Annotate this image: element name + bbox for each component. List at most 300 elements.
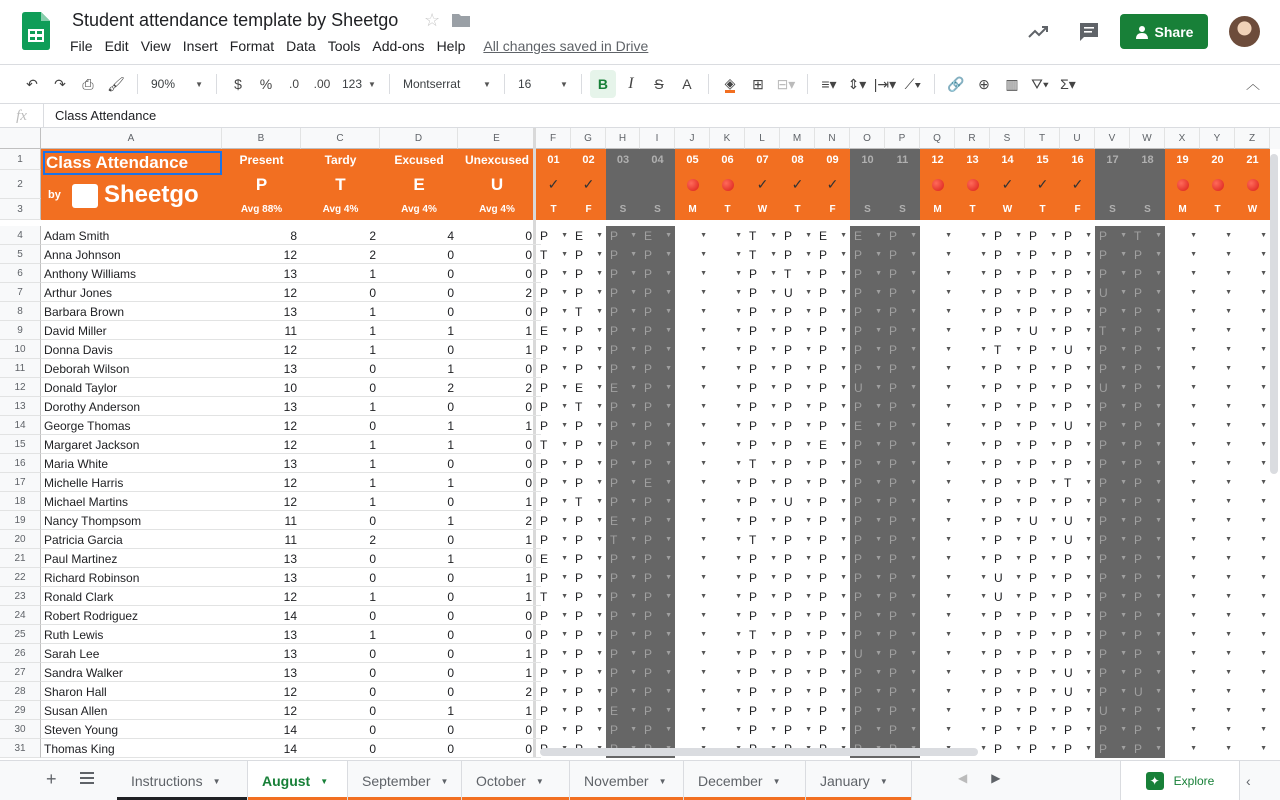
class-attendance-title[interactable]: Class Attendance [43, 151, 222, 175]
attendance-dropdown[interactable] [850, 416, 885, 435]
attendance-dropdown[interactable] [1165, 606, 1200, 625]
attendance-dropdown[interactable] [1060, 359, 1095, 378]
attendance-dropdown[interactable] [710, 321, 745, 340]
attendance-dropdown[interactable] [955, 530, 990, 549]
attendance-dropdown[interactable] [990, 720, 1025, 739]
attendance-dropdown[interactable] [536, 682, 571, 701]
student-name[interactable]: Adam Smith [44, 228, 110, 243]
column-header-j[interactable]: J [675, 128, 710, 149]
attendance-dropdown[interactable] [1060, 682, 1095, 701]
attendance-dropdown[interactable] [955, 644, 990, 663]
attendance-dropdown[interactable] [1235, 283, 1270, 302]
insert-comment-icon[interactable]: ⊕ [978, 75, 990, 92]
attendance-dropdown[interactable] [1130, 701, 1165, 720]
attendance-dropdown[interactable] [850, 473, 885, 492]
attendance-dropdown[interactable] [745, 340, 780, 359]
attendance-dropdown[interactable] [955, 245, 990, 264]
attendance-dropdown[interactable] [955, 701, 990, 720]
attendance-dropdown[interactable] [1130, 606, 1165, 625]
attendance-dropdown[interactable] [640, 644, 675, 663]
stat-value[interactable]: 0 [447, 608, 454, 623]
stat-value[interactable]: 12 [283, 437, 297, 452]
attendance-dropdown[interactable] [606, 340, 640, 359]
attendance-dropdown[interactable] [1200, 644, 1235, 663]
stat-value[interactable]: 4 [447, 228, 454, 243]
attendance-dropdown[interactable] [710, 397, 745, 416]
attendance-dropdown[interactable] [710, 549, 745, 568]
attendance-dropdown[interactable] [571, 245, 606, 264]
stat-value[interactable]: 1 [525, 589, 532, 604]
attendance-dropdown[interactable] [1025, 587, 1060, 606]
stat-value[interactable]: 1 [525, 418, 532, 433]
stat-value[interactable]: 0 [447, 684, 454, 699]
attendance-dropdown[interactable] [536, 644, 571, 663]
row-header[interactable]: 1 [0, 149, 41, 170]
stat-value[interactable]: 0 [369, 418, 376, 433]
attendance-dropdown[interactable] [640, 302, 675, 321]
attendance-dropdown[interactable] [885, 682, 920, 701]
menu-file[interactable]: File [70, 38, 93, 54]
comment-icon[interactable] [1077, 20, 1101, 44]
attendance-dropdown[interactable] [1165, 264, 1200, 283]
attendance-dropdown[interactable] [885, 359, 920, 378]
attendance-dropdown[interactable] [1060, 397, 1095, 416]
stat-value[interactable]: 0 [525, 722, 532, 737]
text-wrap-icon[interactable]: |⇥▾ [873, 75, 897, 92]
stat-value[interactable]: 0 [369, 684, 376, 699]
attendance-dropdown[interactable] [990, 454, 1025, 473]
attendance-dropdown[interactable] [1060, 625, 1095, 644]
attendance-dropdown[interactable] [920, 283, 955, 302]
stat-value[interactable]: 1 [525, 494, 532, 509]
attendance-dropdown[interactable] [920, 302, 955, 321]
stat-value[interactable]: 0 [525, 551, 532, 566]
attendance-dropdown[interactable] [1165, 587, 1200, 606]
attendance-dropdown[interactable] [850, 549, 885, 568]
attendance-dropdown[interactable] [571, 473, 606, 492]
stat-value[interactable]: 0 [447, 627, 454, 642]
attendance-dropdown[interactable] [571, 511, 606, 530]
attendance-dropdown[interactable] [990, 264, 1025, 283]
row-header[interactable]: 23 [0, 587, 41, 606]
attendance-dropdown[interactable] [780, 492, 815, 511]
attendance-dropdown[interactable] [536, 549, 571, 568]
stat-value[interactable]: 0 [447, 589, 454, 604]
attendance-dropdown[interactable] [571, 454, 606, 473]
attendance-dropdown[interactable] [920, 492, 955, 511]
attendance-dropdown[interactable] [1025, 340, 1060, 359]
attendance-dropdown[interactable] [990, 283, 1025, 302]
column-header-k[interactable]: K [710, 128, 745, 149]
attendance-dropdown[interactable] [850, 530, 885, 549]
attendance-dropdown[interactable] [1200, 283, 1235, 302]
attendance-dropdown[interactable] [1025, 492, 1060, 511]
attendance-dropdown[interactable] [1060, 283, 1095, 302]
attendance-dropdown[interactable] [780, 701, 815, 720]
student-name[interactable]: Dorothy Anderson [44, 399, 141, 414]
attendance-dropdown[interactable] [1095, 492, 1130, 511]
attendance-dropdown[interactable] [1165, 454, 1200, 473]
stat-value[interactable]: 12 [283, 684, 297, 699]
attendance-dropdown[interactable] [1130, 264, 1165, 283]
stat-value[interactable]: 14 [283, 608, 297, 623]
attendance-dropdown[interactable] [920, 568, 955, 587]
attendance-dropdown[interactable] [1165, 549, 1200, 568]
attendance-dropdown[interactable] [1165, 435, 1200, 454]
attendance-dropdown[interactable] [990, 340, 1025, 359]
sheets-logo-icon[interactable] [22, 12, 50, 50]
attendance-dropdown[interactable] [1165, 359, 1200, 378]
side-panel-toggle-icon[interactable]: ‹ [1246, 773, 1251, 789]
attendance-dropdown[interactable] [1130, 663, 1165, 682]
attendance-dropdown[interactable] [850, 378, 885, 397]
attendance-dropdown[interactable] [780, 302, 815, 321]
attendance-dropdown[interactable] [1095, 701, 1130, 720]
stat-value[interactable]: 8 [290, 228, 297, 243]
stat-value[interactable]: 11 [284, 532, 297, 547]
attendance-dropdown[interactable] [640, 283, 675, 302]
attendance-dropdown[interactable] [1025, 720, 1060, 739]
row-header[interactable]: 18 [0, 492, 41, 511]
attendance-dropdown[interactable] [745, 416, 780, 435]
attendance-dropdown[interactable] [850, 663, 885, 682]
attendance-dropdown[interactable] [920, 530, 955, 549]
scroll-right-icon[interactable]: ▶ [991, 771, 1001, 785]
stat-value[interactable]: 0 [525, 608, 532, 623]
attendance-dropdown[interactable] [640, 720, 675, 739]
attendance-dropdown[interactable] [745, 682, 780, 701]
decrease-decimal-button[interactable]: .0 [288, 77, 299, 91]
attendance-dropdown[interactable] [1095, 530, 1130, 549]
attendance-dropdown[interactable] [885, 245, 920, 264]
attendance-dropdown[interactable] [675, 549, 710, 568]
stat-value[interactable]: 12 [283, 494, 297, 509]
attendance-dropdown[interactable] [850, 226, 885, 245]
attendance-dropdown[interactable] [1165, 321, 1200, 340]
attendance-dropdown[interactable] [571, 435, 606, 454]
attendance-dropdown[interactable] [1130, 359, 1165, 378]
stat-value[interactable]: 0 [369, 551, 376, 566]
attendance-dropdown[interactable] [1060, 492, 1095, 511]
attendance-dropdown[interactable] [1130, 549, 1165, 568]
attendance-dropdown[interactable] [815, 644, 850, 663]
attendance-dropdown[interactable] [815, 245, 850, 264]
attendance-dropdown[interactable] [1200, 587, 1235, 606]
stat-value[interactable]: 0 [447, 570, 454, 585]
attendance-dropdown[interactable] [1200, 226, 1235, 245]
attendance-dropdown[interactable] [710, 283, 745, 302]
attendance-dropdown[interactable] [1130, 226, 1165, 245]
attendance-dropdown[interactable] [745, 625, 780, 644]
attendance-dropdown[interactable] [990, 644, 1025, 663]
attendance-dropdown[interactable] [571, 663, 606, 682]
sheet-tab-november[interactable] [570, 761, 684, 800]
attendance-dropdown[interactable] [1235, 264, 1270, 283]
attendance-dropdown[interactable] [606, 454, 640, 473]
attendance-dropdown[interactable] [1060, 378, 1095, 397]
attendance-dropdown[interactable] [571, 625, 606, 644]
stat-value[interactable]: 0 [447, 399, 454, 414]
stat-value[interactable]: 0 [447, 722, 454, 737]
attendance-dropdown[interactable] [780, 663, 815, 682]
stat-value[interactable]: 0 [525, 304, 532, 319]
attendance-dropdown[interactable] [885, 568, 920, 587]
attendance-dropdown[interactable] [536, 397, 571, 416]
column-header-b[interactable]: B [222, 128, 301, 149]
attendance-dropdown[interactable] [815, 587, 850, 606]
attendance-dropdown[interactable] [1200, 473, 1235, 492]
attendance-dropdown[interactable] [850, 511, 885, 530]
attendance-dropdown[interactable] [1025, 321, 1060, 340]
attendance-dropdown[interactable] [1095, 321, 1130, 340]
attendance-dropdown[interactable] [710, 682, 745, 701]
attendance-dropdown[interactable] [780, 435, 815, 454]
row-header[interactable]: 13 [0, 397, 41, 416]
attendance-dropdown[interactable] [536, 568, 571, 587]
attendance-dropdown[interactable] [571, 378, 606, 397]
attendance-dropdown[interactable] [606, 302, 640, 321]
attendance-dropdown[interactable] [536, 720, 571, 739]
attendance-dropdown[interactable] [606, 720, 640, 739]
attendance-dropdown[interactable] [990, 473, 1025, 492]
attendance-dropdown[interactable] [640, 416, 675, 435]
bold-button[interactable]: B [590, 70, 616, 98]
attendance-dropdown[interactable] [1095, 302, 1130, 321]
vertical-align-icon[interactable]: ⇕▾ [847, 75, 867, 92]
attendance-dropdown[interactable] [1235, 739, 1270, 758]
attendance-dropdown[interactable] [640, 321, 675, 340]
stat-value[interactable]: 0 [525, 475, 532, 490]
attendance-dropdown[interactable] [1200, 625, 1235, 644]
attendance-dropdown[interactable] [850, 435, 885, 454]
currency-format-button[interactable]: $ [234, 76, 242, 92]
attendance-dropdown[interactable] [1025, 397, 1060, 416]
attendance-dropdown[interactable] [990, 321, 1025, 340]
attendance-dropdown[interactable] [1200, 720, 1235, 739]
attendance-dropdown[interactable] [710, 359, 745, 378]
attendance-dropdown[interactable] [850, 492, 885, 511]
attendance-dropdown[interactable] [710, 492, 745, 511]
attendance-dropdown[interactable] [990, 245, 1025, 264]
attendance-dropdown[interactable] [1095, 397, 1130, 416]
attendance-dropdown[interactable] [710, 587, 745, 606]
attendance-dropdown[interactable] [640, 606, 675, 625]
align-left-icon[interactable]: ≡▾ [821, 75, 837, 92]
attendance-dropdown[interactable] [885, 226, 920, 245]
attendance-dropdown[interactable] [1200, 492, 1235, 511]
menu-tools[interactable]: Tools [327, 38, 361, 54]
attendance-dropdown[interactable] [745, 397, 780, 416]
attendance-dropdown[interactable] [675, 720, 710, 739]
attendance-dropdown[interactable] [1200, 302, 1235, 321]
stat-value[interactable]: 11 [284, 323, 297, 338]
attendance-dropdown[interactable] [1130, 454, 1165, 473]
attendance-dropdown[interactable] [1025, 644, 1060, 663]
attendance-dropdown[interactable] [675, 644, 710, 663]
attendance-dropdown[interactable] [745, 530, 780, 549]
attendance-dropdown[interactable] [710, 435, 745, 454]
attendance-dropdown[interactable] [1235, 378, 1270, 397]
attendance-dropdown[interactable] [640, 359, 675, 378]
attendance-dropdown[interactable] [1165, 226, 1200, 245]
stat-value[interactable]: 13 [283, 456, 297, 471]
attendance-dropdown[interactable] [1130, 644, 1165, 663]
attendance-dropdown[interactable] [640, 492, 675, 511]
sheet-tab-august[interactable] [248, 761, 348, 800]
attendance-dropdown[interactable] [1165, 568, 1200, 587]
attendance-dropdown[interactable] [920, 378, 955, 397]
attendance-dropdown[interactable] [745, 359, 780, 378]
stat-value[interactable]: 12 [283, 475, 297, 490]
stat-value[interactable]: 0 [525, 247, 532, 262]
user-avatar[interactable] [1229, 16, 1260, 47]
row-header[interactable]: 16 [0, 454, 41, 473]
attendance-dropdown[interactable] [1235, 549, 1270, 568]
attendance-dropdown[interactable] [955, 606, 990, 625]
attendance-dropdown[interactable] [990, 549, 1025, 568]
column-header-s[interactable]: S [990, 128, 1025, 149]
attendance-dropdown[interactable] [920, 359, 955, 378]
attendance-dropdown[interactable] [536, 378, 571, 397]
attendance-dropdown[interactable] [745, 245, 780, 264]
attendance-dropdown[interactable] [1025, 701, 1060, 720]
attendance-dropdown[interactable] [745, 511, 780, 530]
stat-value[interactable]: 12 [283, 418, 297, 433]
attendance-dropdown[interactable] [955, 359, 990, 378]
attendance-dropdown[interactable] [1060, 245, 1095, 264]
attendance-dropdown[interactable] [990, 739, 1025, 758]
row-header[interactable]: 27 [0, 663, 41, 682]
stat-value[interactable]: 2 [525, 285, 532, 300]
stat-value[interactable]: 10 [283, 380, 297, 395]
attendance-dropdown[interactable] [885, 397, 920, 416]
attendance-dropdown[interactable] [885, 378, 920, 397]
attendance-dropdown[interactable] [780, 378, 815, 397]
attendance-dropdown[interactable] [606, 549, 640, 568]
attendance-dropdown[interactable] [1130, 378, 1165, 397]
attendance-dropdown[interactable] [1235, 701, 1270, 720]
stat-value[interactable]: 2 [369, 532, 376, 547]
font-size-select[interactable] [512, 77, 574, 91]
insert-chart-icon[interactable]: ▥ [1005, 75, 1019, 92]
stat-value[interactable]: 0 [525, 437, 532, 452]
attendance-dropdown[interactable] [571, 587, 606, 606]
attendance-dropdown[interactable] [710, 454, 745, 473]
attendance-dropdown[interactable] [675, 682, 710, 701]
attendance-dropdown[interactable] [640, 511, 675, 530]
attendance-dropdown[interactable] [885, 340, 920, 359]
attendance-dropdown[interactable] [1060, 302, 1095, 321]
column-header-v[interactable]: V [1095, 128, 1130, 149]
attendance-dropdown[interactable] [885, 473, 920, 492]
student-name[interactable]: Michelle Harris [44, 475, 124, 490]
attendance-dropdown[interactable] [1200, 397, 1235, 416]
attendance-dropdown[interactable] [850, 644, 885, 663]
column-header-h[interactable]: H [606, 128, 640, 149]
column-header-c[interactable]: C [301, 128, 380, 149]
attendance-dropdown[interactable] [955, 302, 990, 321]
attendance-dropdown[interactable] [606, 606, 640, 625]
attendance-dropdown[interactable] [536, 473, 571, 492]
student-name[interactable]: Sarah Lee [44, 646, 100, 661]
student-name[interactable]: Paul Martinez [44, 551, 118, 566]
student-name[interactable]: Arthur Jones [44, 285, 113, 300]
stat-value[interactable]: 1 [525, 532, 532, 547]
attendance-dropdown[interactable] [745, 302, 780, 321]
attendance-dropdown[interactable] [1095, 625, 1130, 644]
attendance-dropdown[interactable] [1095, 511, 1130, 530]
attendance-dropdown[interactable] [1130, 302, 1165, 321]
attendance-dropdown[interactable] [606, 397, 640, 416]
row-header[interactable]: 3 [0, 199, 41, 220]
attendance-dropdown[interactable] [920, 682, 955, 701]
attendance-dropdown[interactable] [1025, 302, 1060, 321]
attendance-dropdown[interactable] [1130, 739, 1165, 758]
attendance-dropdown[interactable] [1025, 663, 1060, 682]
increase-decimal-button[interactable]: .00 [313, 77, 331, 91]
attendance-dropdown[interactable] [606, 663, 640, 682]
attendance-dropdown[interactable] [1060, 644, 1095, 663]
attendance-dropdown[interactable] [1165, 511, 1200, 530]
stat-value[interactable]: 0 [525, 741, 532, 756]
attendance-dropdown[interactable] [1130, 511, 1165, 530]
attendance-dropdown[interactable] [1095, 568, 1130, 587]
attendance-dropdown[interactable] [1025, 511, 1060, 530]
attendance-dropdown[interactable] [1235, 606, 1270, 625]
attendance-dropdown[interactable] [536, 587, 571, 606]
stat-value[interactable]: 2 [525, 684, 532, 699]
stat-value[interactable]: 12 [283, 342, 297, 357]
attendance-dropdown[interactable] [780, 416, 815, 435]
attendance-dropdown[interactable] [920, 397, 955, 416]
attendance-dropdown[interactable] [571, 644, 606, 663]
stat-value[interactable]: 0 [369, 285, 376, 300]
attendance-dropdown[interactable] [780, 321, 815, 340]
attendance-dropdown[interactable] [1235, 340, 1270, 359]
attendance-dropdown[interactable] [1130, 682, 1165, 701]
attendance-dropdown[interactable] [640, 568, 675, 587]
attendance-dropdown[interactable] [780, 226, 815, 245]
attendance-dropdown[interactable] [1025, 625, 1060, 644]
stat-value[interactable]: 0 [369, 570, 376, 585]
attendance-dropdown[interactable] [815, 359, 850, 378]
stat-value[interactable]: 0 [447, 494, 454, 509]
filter-icon[interactable]: ⛛▾ [1031, 75, 1049, 92]
attendance-dropdown[interactable] [536, 701, 571, 720]
attendance-dropdown[interactable] [536, 435, 571, 454]
attendance-dropdown[interactable] [675, 625, 710, 644]
stat-value[interactable]: 1 [525, 570, 532, 585]
row-header[interactable]: 14 [0, 416, 41, 435]
attendance-dropdown[interactable] [850, 359, 885, 378]
menu-help[interactable]: Help [436, 38, 466, 54]
attendance-dropdown[interactable] [1165, 701, 1200, 720]
attendance-dropdown[interactable] [536, 340, 571, 359]
attendance-dropdown[interactable] [815, 701, 850, 720]
attendance-dropdown[interactable] [815, 302, 850, 321]
attendance-dropdown[interactable] [780, 682, 815, 701]
attendance-dropdown[interactable] [955, 720, 990, 739]
attendance-dropdown[interactable] [536, 226, 571, 245]
row-header[interactable]: 6 [0, 264, 41, 283]
attendance-dropdown[interactable] [885, 549, 920, 568]
attendance-dropdown[interactable] [571, 530, 606, 549]
sheet-tab-september[interactable] [348, 761, 462, 800]
attendance-dropdown[interactable] [1095, 245, 1130, 264]
attendance-dropdown[interactable] [675, 587, 710, 606]
attendance-dropdown[interactable] [1060, 568, 1095, 587]
merge-cells-icon[interactable]: ⊟▾ [776, 75, 796, 92]
